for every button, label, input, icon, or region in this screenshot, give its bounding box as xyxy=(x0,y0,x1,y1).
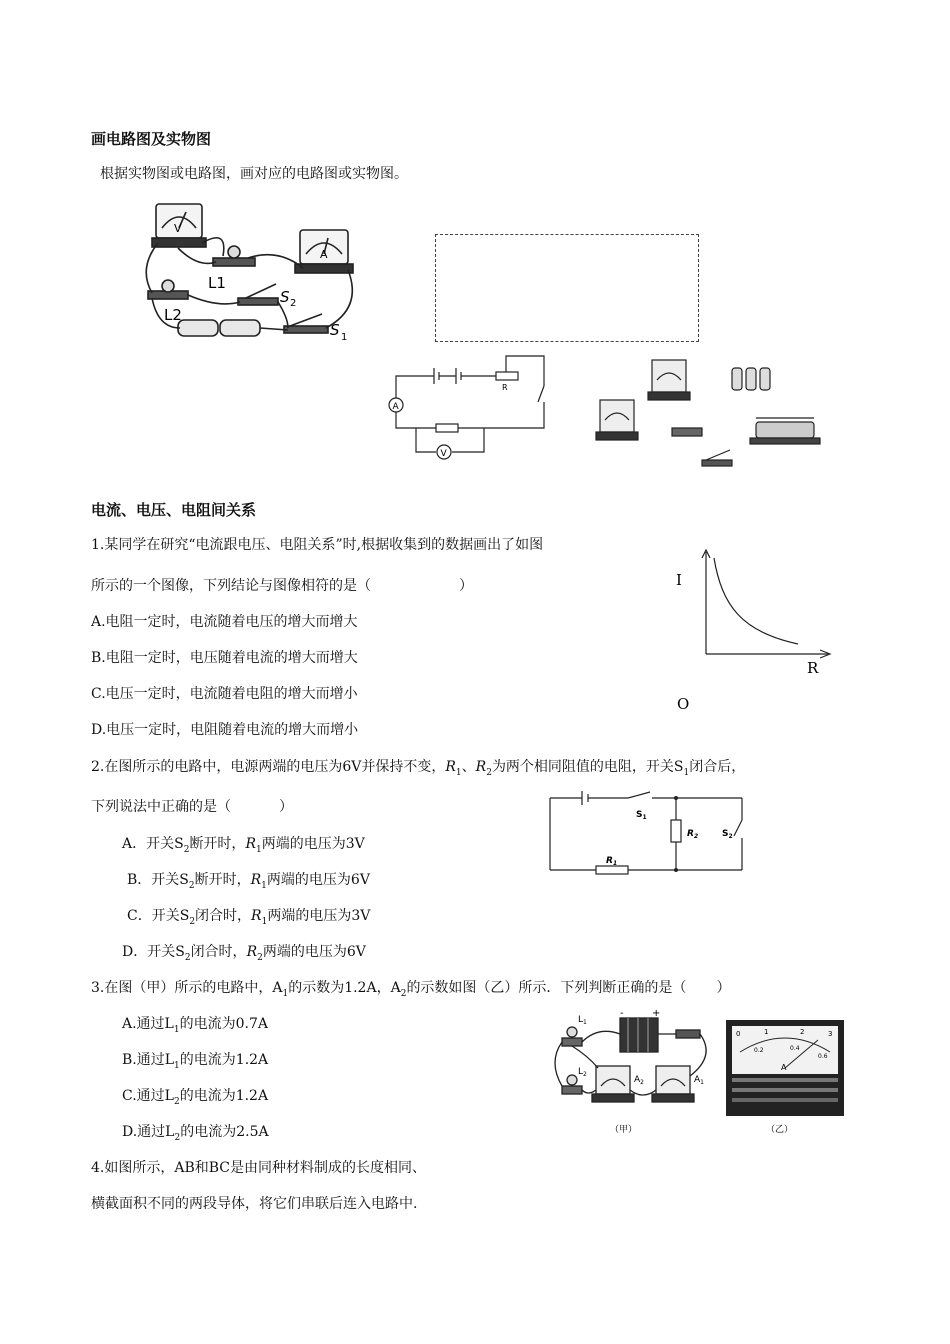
q3-option-c: C.通过$L_2$的电流为1.2A xyxy=(122,1088,269,1107)
q3-meter-tick-1: 1 xyxy=(764,1028,769,1036)
fig1-s2-sub: 2 xyxy=(290,298,297,309)
fig2-ammeter-label: A xyxy=(392,402,399,412)
q3-option-b: B.通过$L_1$的电流为1.2A xyxy=(122,1052,269,1071)
q3-meter-tick-2: 2 xyxy=(800,1028,805,1036)
q3-l1-label: $L_1$ xyxy=(578,1015,587,1026)
q3-stem: 3.在图（甲）所示的电路中，$A_1$的示数为1.2A，$A_2$的示数如图（乙）所示．下列判断正确的是（ ） xyxy=(91,980,731,999)
q2-circuit-s2: $S_2$ xyxy=(722,829,733,840)
q2-circuit-r1: $R_1$ xyxy=(606,856,618,867)
fig1-s2-label: S xyxy=(280,288,290,306)
fig1-l2-label: L2 xyxy=(164,306,182,324)
fig1-ammeter-label: A xyxy=(320,248,328,261)
fig1-s1-sub: 1 xyxy=(341,332,348,343)
q2-option-b: B．开关$S_2$断开时，$R_1$两端的电压为6V xyxy=(127,872,370,891)
q3-option-a: A.通过$L_1$的电流为0.7A xyxy=(122,1016,268,1035)
q1-graph-xlabel: R xyxy=(807,659,819,677)
q3-yi-caption: （乙） xyxy=(766,1125,794,1135)
instruction-text: 根据实物图或电路图，画对应的电路图或实物图。 xyxy=(100,166,408,182)
q3-option-d: D.通过$L_2$的电流为2.5A xyxy=(122,1124,269,1143)
q1-stem-line2: 所示的一个图像，下列结论与图像相符的是（ ） xyxy=(91,578,473,594)
q3-battery-plus: + xyxy=(652,1008,661,1019)
q2-circuit xyxy=(548,790,748,876)
q3-figure-jia xyxy=(548,1006,718,1138)
section-title-relation: 电流、电压、电阻间关系 xyxy=(91,501,257,519)
q1-option-a: A.电阻一定时，电流随着电压的增大而增大 xyxy=(91,614,358,630)
q3-a2-label: $A_2$ xyxy=(634,1075,644,1086)
components-figure xyxy=(590,356,835,480)
q3-meter-tick-02: 0.2 xyxy=(754,1047,764,1054)
physical-circuit-figure xyxy=(138,198,360,346)
q3-meter-tick-0: 0 xyxy=(736,1030,741,1038)
q4-line1: 4.如图所示，AB和BC是由同种材料制成的长度相同、 xyxy=(91,1160,427,1176)
fig2-resistor-label: R xyxy=(502,383,508,392)
q1-option-d: D.电压一定时，电阻随着电流的增大而增小 xyxy=(91,722,359,738)
q1-graph xyxy=(670,546,835,716)
fig1-s1-label: S xyxy=(330,321,340,339)
fig1-l1-label: L1 xyxy=(208,274,226,292)
q3-meter-tick-06: 0.6 xyxy=(818,1053,828,1060)
q3-l2-label: $L_2$ xyxy=(578,1067,587,1078)
schematic-circuit-figure xyxy=(384,350,554,462)
q2-stem-line1: 2.在图所示的电路中，电源两端的电压为6V并保持不变，$R_1$、$R_2$为两个相同阻值的电阻，开关$S_1$闭合后， xyxy=(91,759,746,778)
q1-graph-ylabel: I xyxy=(676,571,682,589)
q2-stem-line2: 下列说法中正确的是（ ） xyxy=(91,799,293,815)
q1-graph-origin: O xyxy=(677,695,690,713)
q1-option-b: B.电阻一定时，电压随着电流的增大而增大 xyxy=(91,650,358,666)
q3-meter-tick-3: 3 xyxy=(828,1030,833,1038)
q3-battery-minus: - xyxy=(620,1008,624,1019)
q3-a1-label: $A_1$ xyxy=(694,1075,704,1086)
q1-option-c: C.电压一定时，电流随着电阻的增大而增小 xyxy=(91,686,358,702)
q2-circuit-s1: $S_1$ xyxy=(636,810,647,821)
section-title-circuit-drawing: 画电路图及实物图 xyxy=(91,130,212,148)
q1-stem-line1: 1.某同学在研究“电流跟电压、电阻关系”时,根据收集到的数据画出了如图 xyxy=(91,537,544,553)
q2-option-c: C．开关$S_2$闭合时，$R_1$两端的电压为3V xyxy=(127,908,371,927)
q2-circuit-r2: $R_2$ xyxy=(687,829,699,840)
q2-option-a: A．开关$S_2$断开时，$R_1$两端的电压为3V xyxy=(122,836,365,855)
q3-meter-unit: A xyxy=(781,1063,787,1072)
q2-option-d: D．开关$S_2$闭合时，$R_2$两端的电压为6V xyxy=(122,944,366,963)
fig1-voltmeter-label: V xyxy=(174,222,182,235)
q3-figure-yi xyxy=(724,1018,848,1136)
q3-meter-tick-04: 0.4 xyxy=(790,1045,800,1052)
fig2-voltmeter-label: V xyxy=(440,449,447,459)
answer-box xyxy=(435,234,699,342)
q4-line2: 横截面积不同的两段导体，将它们串联后连入电路中. xyxy=(91,1196,418,1212)
q3-jia-caption: （甲） xyxy=(610,1125,638,1135)
